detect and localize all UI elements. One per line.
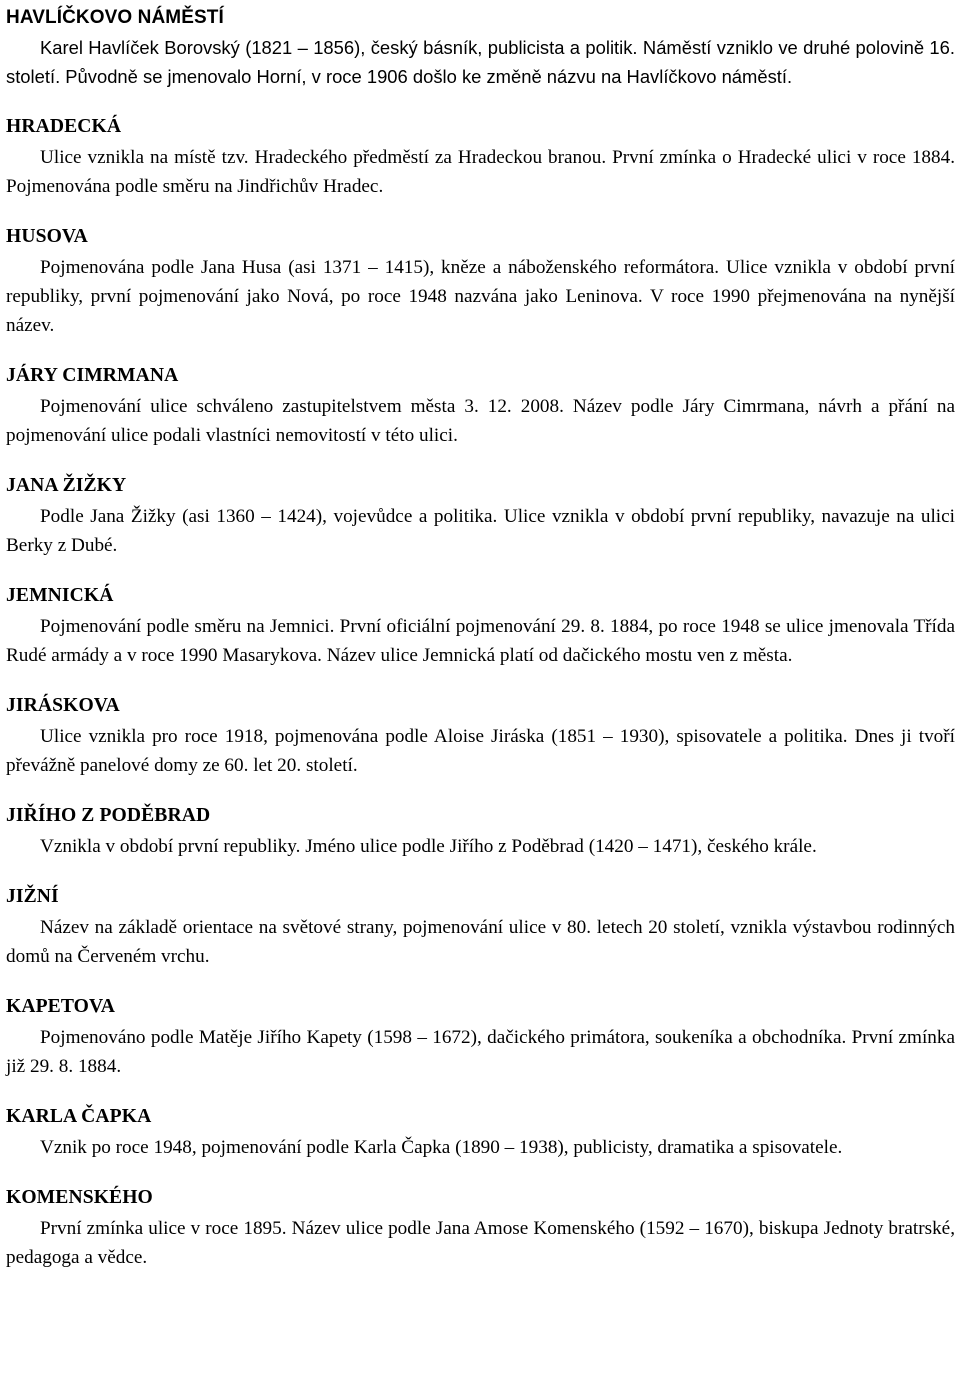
entry-heading: JANA ŽIŽKY <box>6 475 127 496</box>
entry-text: První zmínka ulice v roce 1895. Název ulice podle Jana Amose Komenského (1592 – 1670), biskupa Jednoty bratrské, pedagoga a vědce. <box>6 1218 955 1268</box>
entry-heading: HRADECKÁ <box>6 116 122 137</box>
entry-text: Vznikla v období první republiky. Jméno ulice podle Jiřího z Poděbrad (1420 – 1471), českého krále. <box>40 836 817 857</box>
entry-heading: JIŽNÍ <box>6 886 59 907</box>
entry-heading: HAVLÍČKOVO NÁMĚSTÍ <box>6 7 224 28</box>
entry-text: Pojmenováno podle Matěje Jiřího Kapety (1598 – 1672), dačického primátora, soukeníka a obchodníka. První zmínka již 29. 8. 1884. <box>6 1027 955 1077</box>
entry-text: Karel Havlíček Borovský (1821 – 1856), český básník, publicista a politik. Náměstí vzniklo ve druhé polovině 16. století. Původně se jmenovalo Horní, v roce 1906 došlo ke změně názvu na Havlíčkovo náměstí. <box>6 37 955 87</box>
street-entry-jary-cimrmana <box>6 362 955 450</box>
entry-text: Ulice vznikla na místě tzv. Hradeckého předměstí za Hradeckou branou. První zmínka o Hradecké ulici v roce 1884. Pojmenována podle směru na Jindřichův Hradec. <box>6 147 955 197</box>
entry-heading: JEMNICKÁ <box>6 585 114 606</box>
entry-heading: HUSOVA <box>6 226 88 247</box>
street-entry-hradecka <box>6 113 955 201</box>
street-entry-havlickovo-namesti <box>6 4 955 91</box>
entry-text: Podle Jana Žižky (asi 1360 – 1424), vojevůdce a politika. Ulice vznikla v období první republiky, navazuje na ulici Berky z Dubé. <box>6 506 955 556</box>
street-entry-komenskeho <box>6 1184 955 1272</box>
street-entry-jiraskova <box>6 692 955 780</box>
street-entry-jemnicka <box>6 582 955 670</box>
entry-text: Ulice vznikla pro roce 1918, pojmenována podle Aloise Jiráska (1851 – 1930), spisovatele a politika. Dnes ji tvoří převážně panelové domy ze 60. let 20. století. <box>6 726 955 776</box>
entry-heading: KARLA ČAPKA <box>6 1106 152 1127</box>
street-entry-husova <box>6 223 955 340</box>
street-entry-jana-zizky <box>6 472 955 560</box>
entry-heading: JIRÁSKOVA <box>6 695 120 716</box>
entry-text: Název na základě orientace na světové strany, pojmenování ulice v 80. letech 20 století, vznikla výstavbou rodinných domů na Červeném vrchu. <box>6 917 955 967</box>
entry-heading: KAPETOVA <box>6 996 115 1017</box>
entry-text: Pojmenování podle směru na Jemnici. První oficiální pojmenování 29. 8. 1884, po roce 1948 se ulice jmenovala Třída Rudé armády a v roce 1990 Masarykova. Název ulice Jemnická platí od dačického mostu ven z města. <box>6 616 955 666</box>
entry-heading: KOMENSKÉHO <box>6 1187 153 1208</box>
entry-text: Pojmenována podle Jana Husa (asi 1371 – 1415), kněze a náboženského reformátora. Ulice vznikla v období první republiky, první pojmenování jako Nová, po roce 1948 nazvána jako Leninova. V roce 1990 přejmenována na nynější název. <box>6 257 955 336</box>
entry-text: Pojmenování ulice schváleno zastupitelstvem města 3. 12. 2008. Název podle Járy Cimrmana, návrh a přání na pojmenování ulice podali vlastníci nemovitostí v této ulici. <box>6 396 955 446</box>
entry-heading: JÁRY CIMRMANA <box>6 365 179 386</box>
street-entry-karla-capka <box>6 1103 955 1162</box>
entry-text: Vznik po roce 1948, pojmenování podle Karla Čapka (1890 – 1938), publicisty, dramatika a spisovatele. <box>40 1137 843 1158</box>
entry-heading: JIŘÍHO Z PODĚBRAD <box>6 805 211 826</box>
street-entry-jizni <box>6 883 955 971</box>
street-entry-kapetova <box>6 993 955 1081</box>
street-entry-jiriho-z-podebrad <box>6 802 955 861</box>
